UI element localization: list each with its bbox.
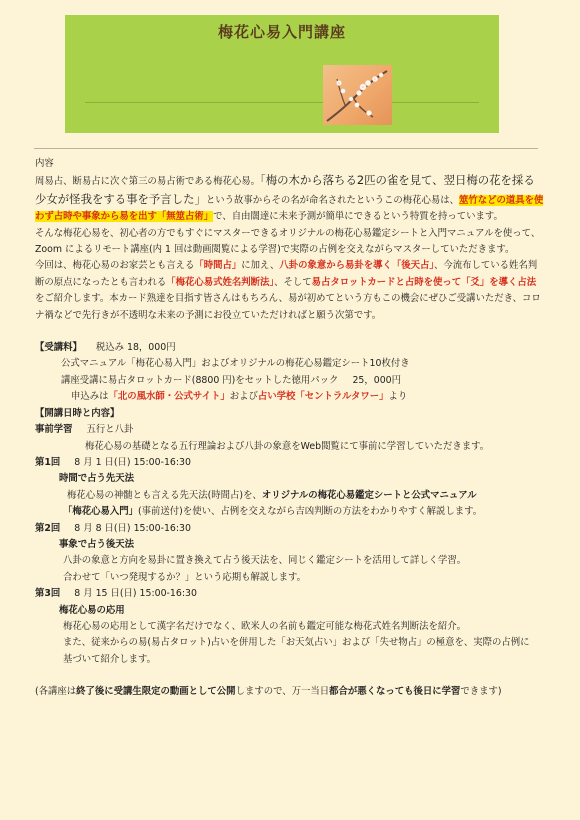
intro-text: で、自由闊達に未来予測が簡単にできるという特質を持っています。: [213, 211, 503, 223]
fee-includes: 公式マニュアル「梅花心易入門」およびオリジナルの梅花心易鑑定シート10枚付き: [61, 358, 410, 370]
session-3-desc-3: 基づいて紹介します。: [63, 653, 156, 665]
session-1-text: (事前送付)を使い、占例を交えながら吉凶判断の方法をわかりやすく解説します。: [138, 506, 483, 518]
anecdote-text: 「梅の木から落ちる2匹の雀を見て、翌日梅の花を採る少女が怪我をする事を予言した」: [35, 173, 535, 206]
session-1-text: 梅花心易の神髄とも言える先天法(時間占)を、: [67, 489, 262, 501]
session-1-desc-1: [35, 488, 545, 504]
fee-bundle: [35, 373, 545, 389]
highlight-text: 「無筮占術」: [156, 211, 214, 223]
apply-link-school[interactable]: 占い学校「セントラルタワー」: [257, 391, 389, 403]
session-3-topic: 梅花心易の応用: [59, 604, 125, 616]
session-3-desc-2: また、従来からの易(易占タロット)占いを併用した「お天気占い」および「失せ物占」の極意を、実際の占例に: [63, 637, 530, 649]
section-heading-content: 内容: [35, 158, 54, 169]
section-heading-fee: 【受講料】: [35, 342, 82, 354]
footer-emphasis: 終了後に受講生限定の動画として公開: [76, 686, 236, 698]
session-1-manual: 「梅花心易入門」: [63, 506, 139, 518]
apply-line: [35, 389, 545, 405]
apply-text: および: [229, 391, 258, 403]
plum-blossom-image: [323, 65, 392, 125]
section-heading-schedule: 【開講日時と内容】: [35, 407, 120, 419]
intro-text: 、そして: [274, 276, 312, 288]
apply-link-official[interactable]: 「北の風水師・公式サイト」: [108, 391, 230, 403]
footer-emphasis: 都合が悪くなっても後日に学習: [329, 686, 461, 698]
footer-note: [35, 684, 545, 700]
intro-paragraph-2: そんな梅花心易を、初心者の方でもすぐにマスターできるオリジナルの梅花心易鑑定シートと入門マニュアルを使って、Zoom によるリモート講座(内 1 回は動画閲覧による学習)で実際の占例を交えながらマスターしていただきます。: [35, 227, 541, 256]
session-1-emphasis: オリジナルの梅花心易鑑定シートと公式マニュアル: [261, 489, 477, 501]
session-1-label: 第1回: [35, 456, 61, 468]
session-2-desc-2: 合わせて「いつ発現するか？」という応期も解説します。: [63, 571, 307, 583]
emphasis-text: 「梅花心易式姓名判断法」: [166, 276, 275, 288]
intro-text: に加え、: [241, 260, 280, 272]
session-2-label: 第2回: [35, 522, 61, 534]
emphasis-text: 易占タロットカードと占時を使って「爻」を導く占法: [311, 276, 537, 288]
session-2-desc-1: 八卦の象意と方向を易卦に置き換えて占う後天法を、同じく鑑定シートを活用して詳しく学習。: [63, 555, 467, 567]
session-2-date: 8 月 8 日(日) 15:00-16:30: [74, 522, 191, 534]
session-1-date: 8 月 1 日(日) 15:00-16:30: [74, 456, 191, 468]
header-banner: [65, 15, 499, 133]
session-3-label: 第3回: [35, 588, 61, 600]
footer-text: (各講座は: [35, 686, 77, 698]
session-2-topic: 事象で占う後天法: [59, 538, 135, 550]
session-3-desc-1: 梅花心易の応用として漢字名だけでなく、欧米人の名前も鑑定可能な梅花式姓名判断法を紹介。: [63, 620, 466, 632]
pre-study-topic: 五行と八卦: [86, 424, 134, 436]
fee-bundle-text: 講座受講に易占タロットカード(8800 円)をセットした徳用パック: [61, 374, 339, 386]
intro-text: をご紹介します。本カード熟達を目指す皆さんはもちろん、易が初めてという方もこの機会にぜひご受講いただき、コロナ禍などで先行きが不透明な未来の予測にお役立ていただければと願う次第です。: [35, 293, 541, 321]
course-description: [35, 156, 545, 701]
emphasis-text: 八卦の象意から易卦を導く「後天占」: [279, 260, 435, 272]
fee-bundle-price: 25，000円: [352, 374, 402, 386]
session-3-date: 8 月 15 日(日) 15:00-16:30: [74, 588, 197, 600]
intro-text: という故事からその名が命名されたというこの梅花心易は、: [205, 194, 460, 206]
fee-line: [35, 340, 545, 356]
session-1-header: [35, 455, 545, 471]
highlight-text: 筮竹などの道具を使わず占時や事象から易を出す: [35, 194, 544, 223]
emphasis-text: 「時間占」: [194, 260, 242, 272]
footer-text: しますので、万一当日: [235, 686, 330, 698]
footer-text: できます): [460, 686, 502, 698]
fee-price: 税込み 18，000円: [95, 342, 176, 354]
intro-paragraph-3: [35, 258, 545, 324]
session-1-desc-2: [35, 504, 545, 520]
header-divider: [85, 102, 479, 103]
page-divider: [34, 148, 538, 149]
session-1-topic: 時間で占う先天法: [59, 473, 135, 485]
pre-study-header: [35, 422, 545, 438]
intro-text: 、今流布している姓名判断の原点になったとも言われる: [35, 260, 538, 288]
intro-paragraph-1: [35, 172, 545, 225]
intro-text: 周易占、断易占に次ぐ第三の易占術である梅花心易。: [35, 176, 261, 188]
session-3-header: [35, 586, 545, 602]
pre-study-desc: 梅花心易の基礎となる五行理論および八卦の象意をWeb閲覧にて事前に学習していただきます。: [85, 440, 490, 452]
pre-study-label: 事前学習: [35, 424, 73, 436]
session-2-header: [35, 521, 545, 537]
intro-text: 今回は、梅花心易のお家芸とも言える: [35, 260, 195, 272]
apply-text: より: [388, 391, 408, 403]
apply-text: 申込みは: [71, 391, 109, 403]
page-title: 梅花心易入門講座: [217, 23, 346, 41]
